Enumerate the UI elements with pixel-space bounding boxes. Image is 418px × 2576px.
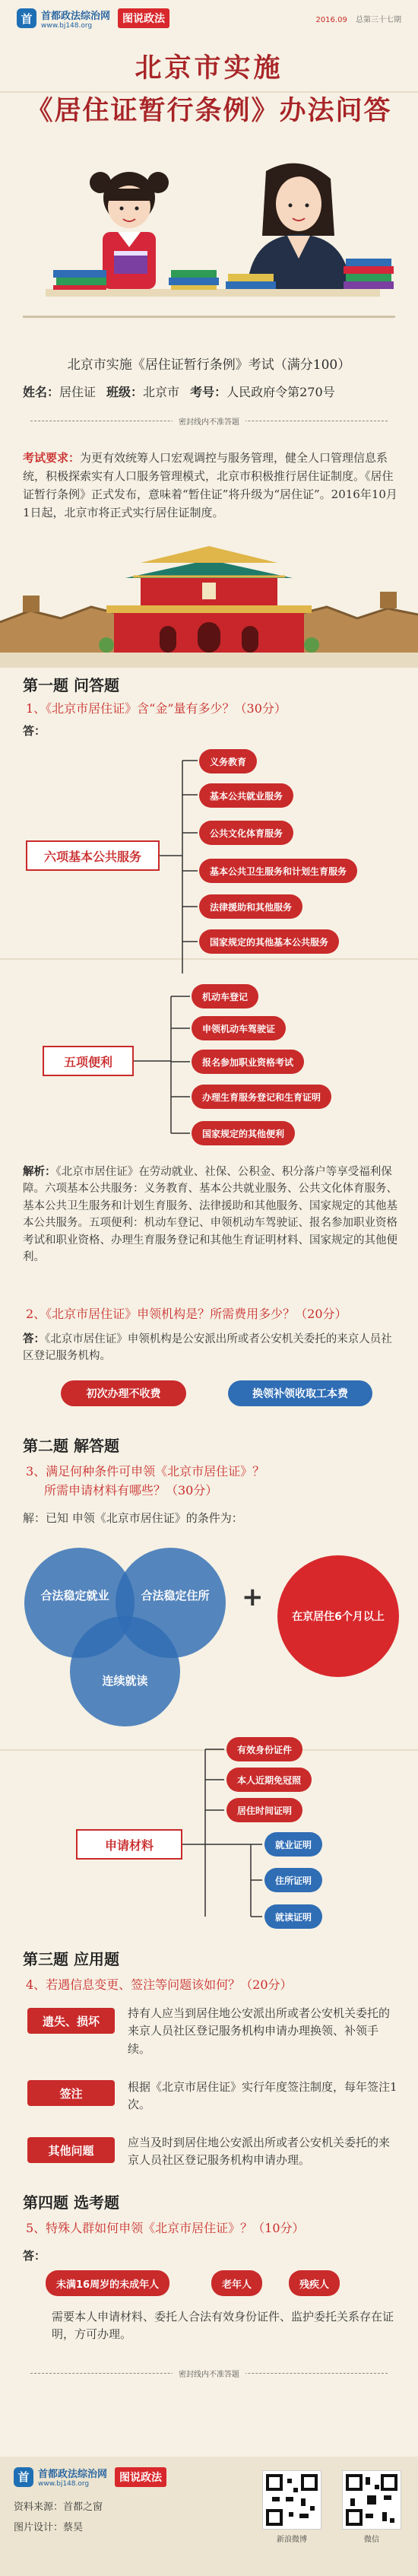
convenience-item: 办理生育服务登记和生育证明: [192, 1085, 331, 1109]
material-item: 有效身份证件: [226, 1737, 302, 1761]
convenience-item: 报名参加职业资格考试: [192, 1050, 304, 1074]
convenience-item: 国家规定的其他便利: [192, 1121, 295, 1145]
number-value: 人民政府令第270号: [226, 385, 335, 399]
question-4: 4、若遇信息变更、签注等问题该如何？（20分）: [26, 1977, 293, 1992]
exam-requirements: [23, 449, 399, 522]
section4-title: 第四题 选考题: [23, 2193, 119, 2212]
wechat-label: 微信: [364, 2536, 379, 2544]
class-value: 北京市: [143, 385, 180, 399]
title-line-2: 《居住证暂行条例》办法问答: [26, 95, 392, 126]
section1-title: 第一题 问答题: [23, 676, 119, 694]
convenience-item: 机动车登记: [192, 984, 258, 1008]
issue-number: 总第三十七期: [356, 15, 401, 24]
row-label-other: 其他问题: [27, 2137, 115, 2163]
group-elderly: 老年人: [211, 2270, 262, 2296]
analysis-1: [23, 1164, 399, 1266]
group-minors: 未满16周岁的未成年人: [46, 2270, 169, 2296]
seal-label-bottom: 密封线内不准答题: [0, 2368, 418, 2379]
convenience-item: 申领机动车驾驶证: [192, 1016, 286, 1040]
tiananmen-icon: [0, 538, 418, 668]
analysis-key: 解析：: [23, 1165, 56, 1178]
condition-employment: 合法稳定就业: [24, 1548, 135, 1658]
credit-source: 资料来源：首都之窗: [14, 2501, 103, 2513]
section3-title: 第三题 应用题: [23, 1950, 119, 1968]
name-label: 姓名：: [23, 385, 60, 399]
service-item: 国家规定的其他基本公共服务: [199, 929, 339, 954]
service-item: 义务教育: [199, 749, 257, 773]
material-item: 居住时间证明: [226, 1798, 302, 1822]
service-item: 公共文化体育服务: [199, 821, 293, 845]
material-subitem: 住所证明: [264, 1868, 322, 1892]
service-item: 法律援助和其他服务: [199, 894, 302, 919]
footer: [0, 2457, 418, 2576]
footer-column-badge: 图说政法: [115, 2467, 166, 2487]
exam-title: 北京市实施《居住证暂行条例》考试（满分100）: [67, 357, 351, 373]
hero-divider: [23, 316, 395, 318]
seal-label-top: 密封线内不准答题: [0, 415, 418, 427]
footer-site-name: 首都政法综治网: [38, 2469, 108, 2480]
service-item: 基本公共就业服务: [199, 783, 293, 808]
weibo-label: 新浪微博: [277, 2536, 307, 2544]
weibo-qr-code[interactable]: [262, 2470, 321, 2530]
qr-code-icon: [343, 2471, 401, 2529]
footer-logo[interactable]: [38, 2466, 107, 2488]
material-item: 本人近期免冠照: [226, 1768, 312, 1792]
qr-code-icon: [263, 2471, 321, 2529]
question-3-line2: 所需申请材料有哪些？（30分）: [44, 1483, 218, 1498]
answer-label-1: 答：: [23, 724, 46, 738]
issue-info: [315, 13, 401, 24]
site-logo[interactable]: [41, 8, 110, 30]
service-item: 基本公共卫生服务和计划生育服务: [199, 859, 357, 883]
wechat-qr-code[interactable]: [342, 2470, 401, 2530]
row-text-other: 应当及时到居住地公安派出所或者公安机关委托的来京人员社区登记服务机构申请办理。: [128, 2136, 391, 2168]
site-name: 首都政法综治网: [41, 10, 111, 22]
group-conveniences: 五项便利: [43, 1046, 134, 1076]
site-url: www.bj148.org: [41, 21, 93, 30]
header-bar: [0, 0, 418, 37]
title-line-1: 北京市实施: [135, 52, 283, 84]
page-title: [0, 47, 418, 128]
question-5: 5、特殊人群如何申领《北京市居住证》？（10分）: [26, 2221, 305, 2235]
requirements-key: 考试要求：: [23, 451, 81, 465]
answer-2-key: 答：: [23, 1332, 45, 1345]
footer-site-url: www.bj148.org: [38, 2480, 90, 2488]
condition-study: 连续就读: [70, 1616, 180, 1726]
teacher-student-icon: [0, 145, 418, 327]
tag-first-free: 初次办理不收费: [61, 1380, 186, 1406]
row-text-endorse: 根据《北京市居住证》实行年度签注制度，每年签注1次。: [128, 2080, 397, 2112]
solve-line: 解：已知 申领《北京市居住证》的条件为：: [23, 1511, 243, 1525]
answer-5-text: 需要本人申请材料、委托人合法有效身份证件、监护委托关系存在证明，方可办理。: [52, 2310, 394, 2342]
section2-title: 第二题 解答题: [23, 1437, 119, 1455]
requirements-text: 为更有效统筹人口宏观调控与服务管理，健全人口管理信息系统，积极探索实有人口服务管理模式，北京市积极推行居住证制度。《居住证暂行条例》正式发布，意味着“暂住证”将升级为“居住证”。2016年10月1日起，北京市将正式实行居住证制度。: [23, 451, 397, 519]
tiananmen-illustration: [0, 538, 418, 668]
group-basic-services: 六项基本公共服务: [26, 840, 160, 871]
number-label: 考号：: [190, 385, 227, 399]
row-label-lost: 遗失、损坏: [27, 2008, 115, 2034]
name-value: 居住证: [59, 385, 97, 399]
condition-residence: 合法稳定住所: [116, 1548, 226, 1658]
answer-2: [23, 1331, 399, 1365]
plus-sign: +: [242, 1582, 264, 1612]
answer-label-5: 答：: [23, 2249, 46, 2263]
issue-date: 2016.09: [315, 15, 347, 24]
question-1: 1、《北京市居住证》含“金”量有多少？（30分）: [26, 701, 287, 716]
answer-2-text: 《北京市居住证》申领机构是公安派出所或者公安机关委托的来京人员社区登记服务机构。: [23, 1333, 392, 1363]
material-subitem: 就业证明: [264, 1832, 322, 1857]
analysis-text: 《北京市居住证》在劳动就业、社保、公积金、积分落户等享受福利保障。六项基本公共服务：义务教育、基本公共就业服务、公共文化体育服务、基本公共卫生服务和计划生育服务、法律援助和其他服务、国家规定的其他基本公共服务。五项便利：机动车登记、申领机动车驾驶证、报名参加职业资格考试和职业资格、办理生育服务登记和其他生育证明材料、国家规定的其他便利。: [23, 1166, 397, 1264]
materials-connectors: [0, 1734, 418, 1924]
group-disabled: 残疾人: [289, 2270, 340, 2296]
credit-design: 图片设计：蔡昊: [14, 2522, 84, 2533]
row-text-lost: 持有人应当到居住地公安派出所或者公安机关委托的来京人员社区登记服务机构申请办理换领、补领手续。: [128, 2006, 391, 2056]
exam-info: [23, 383, 403, 400]
question-3-line1: 3、满足何种条件可申领《北京市居住证》？: [26, 1464, 265, 1479]
condition-six-months: 在京居住6个月以上: [277, 1555, 399, 1677]
tag-replacement-fee: 换领补领收取工本费: [228, 1380, 372, 1406]
class-label: 班级：: [106, 385, 144, 399]
footer-logo-icon[interactable]: 首: [14, 2467, 33, 2487]
question-2: 2、《北京市居住证》申领机构是？所需费用多少？（20分）: [26, 1307, 347, 1321]
footer-brand: [14, 2466, 166, 2533]
site-logo-icon[interactable]: 首: [17, 8, 36, 28]
material-subitem: 就读证明: [264, 1904, 322, 1929]
materials-label: 申请材料: [76, 1829, 182, 1860]
classroom-illustration: [0, 145, 418, 327]
row-label-endorse: 签注: [27, 2080, 115, 2106]
column-badge: 图说政法: [118, 8, 169, 28]
